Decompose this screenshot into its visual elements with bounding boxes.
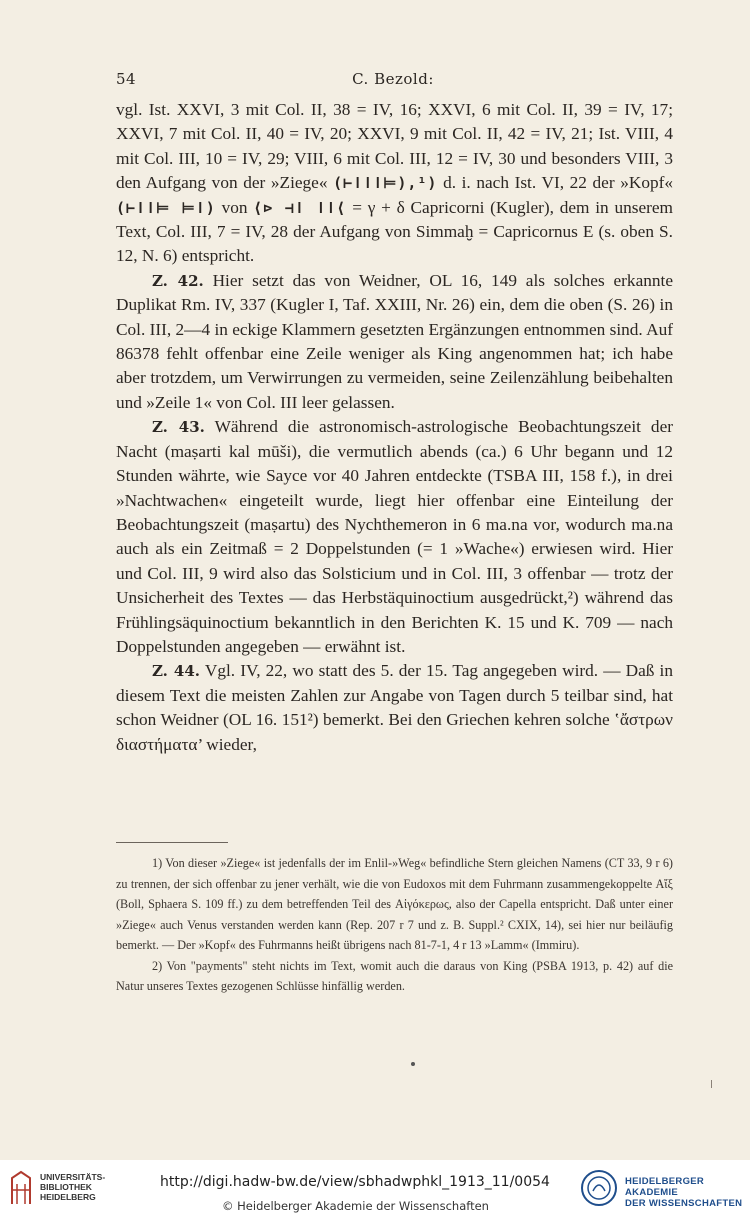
paragraph-z43: Z. 43. Während die astronomisch-astrologische Beobachtungszeit der Nacht (maṣarti kal mūši), die vermutlich abends (ca.) 6 Uhr begann und 12 Stunden währte, wie Sayce vor 40 Jahren entdeckte (TSBA III, 158 f.), in drei »Nachtwachen« eingeteilt wurde, liegt hier offenbar eine Einteilung der Beobachtungszeit (maṣartu) des Nychthemeron in 6 ma.na vor, wodurch ma.na auch als ein Zeitmaß = 2 Doppelstunden (= 1 »Wache«) erwiesen wird. Hier und Col. III, 9 wird also das Solsticium und in Col. III, 3 offenbar — trotz der Unsicherheit des Textes — das Herbstäquinoctium ausgedrückt,²) während das Frühlingsäquinoctium bekanntlich in den Berichten K. 15 und K. 709 — nach Doppelstunden angegeben — erwähnt ist. [116, 417, 673, 656]
section-label-z44: Z. 44. [152, 662, 201, 681]
footnote-rule [116, 842, 228, 843]
page-number: 54 [116, 70, 137, 88]
paragraph-intro: vgl. Ist. XXVI, 3 mit Col. II, 38 = IV, 16; XXVI, 6 mit Col. II, 39 = IV, 17; XXVI, 7 mit Col. II, 40 = IV, 20; XXVI, 9 mit Col. II, 42 = IV, 21; Ist. VIII, 4 mit Col. III, 10 = IV, 29; VIII, 6 mit Col. III, 12 = IV, 30 und besonders VIII, 3 den Aufgang von der »Ziege« (⊢ǀǀǀ⊨),¹) d. i. nach Ist. VI, 22 der »Kopf« (⊢ǀǀ⊨ ⊨ǀ) von ⟨⊳ ⊣ǀ ǀǀ⟨ = γ + δ Capricorni (Kugler), dem in unserem Text, Col. III, 7 = IV, 28 der Aufgang von Simmaḫ = Capricornus E (s. oben S. 12, N. 6) entspricht. [116, 100, 673, 266]
running-title: C. Bezold: [352, 70, 434, 88]
footnote-2: 2) Von "payments" steht nichts im Text, womit auch die daraus von King (PSBA 1913, p. 42) auf die Natur unseres Textes gezogenen Schlüsse hinfällig werden. [116, 958, 673, 993]
section-label-z42: Z. 42. [152, 271, 204, 290]
viewer-footer [0, 1160, 750, 1219]
footnotes [116, 853, 673, 997]
page-mark-tick [711, 1080, 712, 1088]
cuneiform-sign-ziege: (⊢ǀǀǀ⊨),¹) [333, 174, 438, 193]
academy-seal-icon [580, 1169, 618, 1207]
cuneiform-sign-capricorni: ⟨⊳ ⊣ǀ ǀǀ⟨ [253, 198, 347, 217]
paragraph-z44: Z. 44. Vgl. IV, 22, wo statt des 5. der 15. Tag angegeben wird. — Daß in diesem Text die meisten Zahlen zur Angabe von Tagen durch 5 teilbar sind, hat schon Weidner (OL 16. 151²) bemerkt. Bei den Griechen kehren solche ʽἄστρων διαστήματα’ wieder, [116, 661, 673, 754]
permalink-link[interactable]: http://digi.hadw-bw.de/view/sbhadwphkl_1913_11/0054 [160, 1174, 550, 1190]
page-mark-dot [411, 1062, 415, 1066]
footnote-1: 1) Von dieser »Ziege« ist jedenfalls der im Enlil-»Weg« befindliche Stern gleichen Namens (CT 33, 9 r 6) zu trennen, der sich offenbar zu jener verhält, wie die von Eudoxos mit dem Fuhrmann zusammengekoppelte Αἴξ (Boll, Sphaera S. 109 ff.) zu dem betreffenden Teil des Αἰγόκερως, also der Capella entspricht. Daß unter einer »Ziege« auch Venus verstanden werden kann (Rep. 207 r 7 und z. B. Suppl.² CXIX, 14), sei hier nur beiläufig bemerkt. — Der »Kopf« des Fuhrmanns heißt übrigens nach 81-7-1, 4 r 13 »Lamm« (Immiru). [116, 856, 673, 952]
section-label-z43: Z. 43. [152, 418, 205, 437]
academy-name: HEIDELBERGER AKADEMIE DER WISSENSCHAFTEN [625, 1176, 743, 1209]
cuneiform-sign-kopf: (⊢ǀǀ⊨ ⊨ǀ) [116, 198, 216, 217]
copyright-notice: © Heidelberger Akademie der Wissenschaften [222, 1199, 489, 1213]
university-library-logo-icon [8, 1170, 34, 1206]
paragraph-z42: Z. 42. Hier setzt das von Weidner, OL 16, 149 als solches erkannte Duplikat Rm. IV, 337 (Kugler I, Taf. XXIII, Nr. 26) ein, dem die oben (S. 26) in Col. III, 2—4 in eckige Klammern gesetzten Ergänzungen entnommen sind. Auf 86378 fehlt offenbar eine Zeile weniger als King angenommen hat; ich habe aber trotzdem, um Verwirrungen zu vermeiden, seine Zeilenzählung beibehalten und »Zeile 1« von Col. III leer gelassen. [116, 270, 673, 412]
body-text [116, 98, 673, 757]
library-name: UNIVERSITÄTS- BIBLIOTHEK HEIDELBERG [40, 1172, 106, 1202]
